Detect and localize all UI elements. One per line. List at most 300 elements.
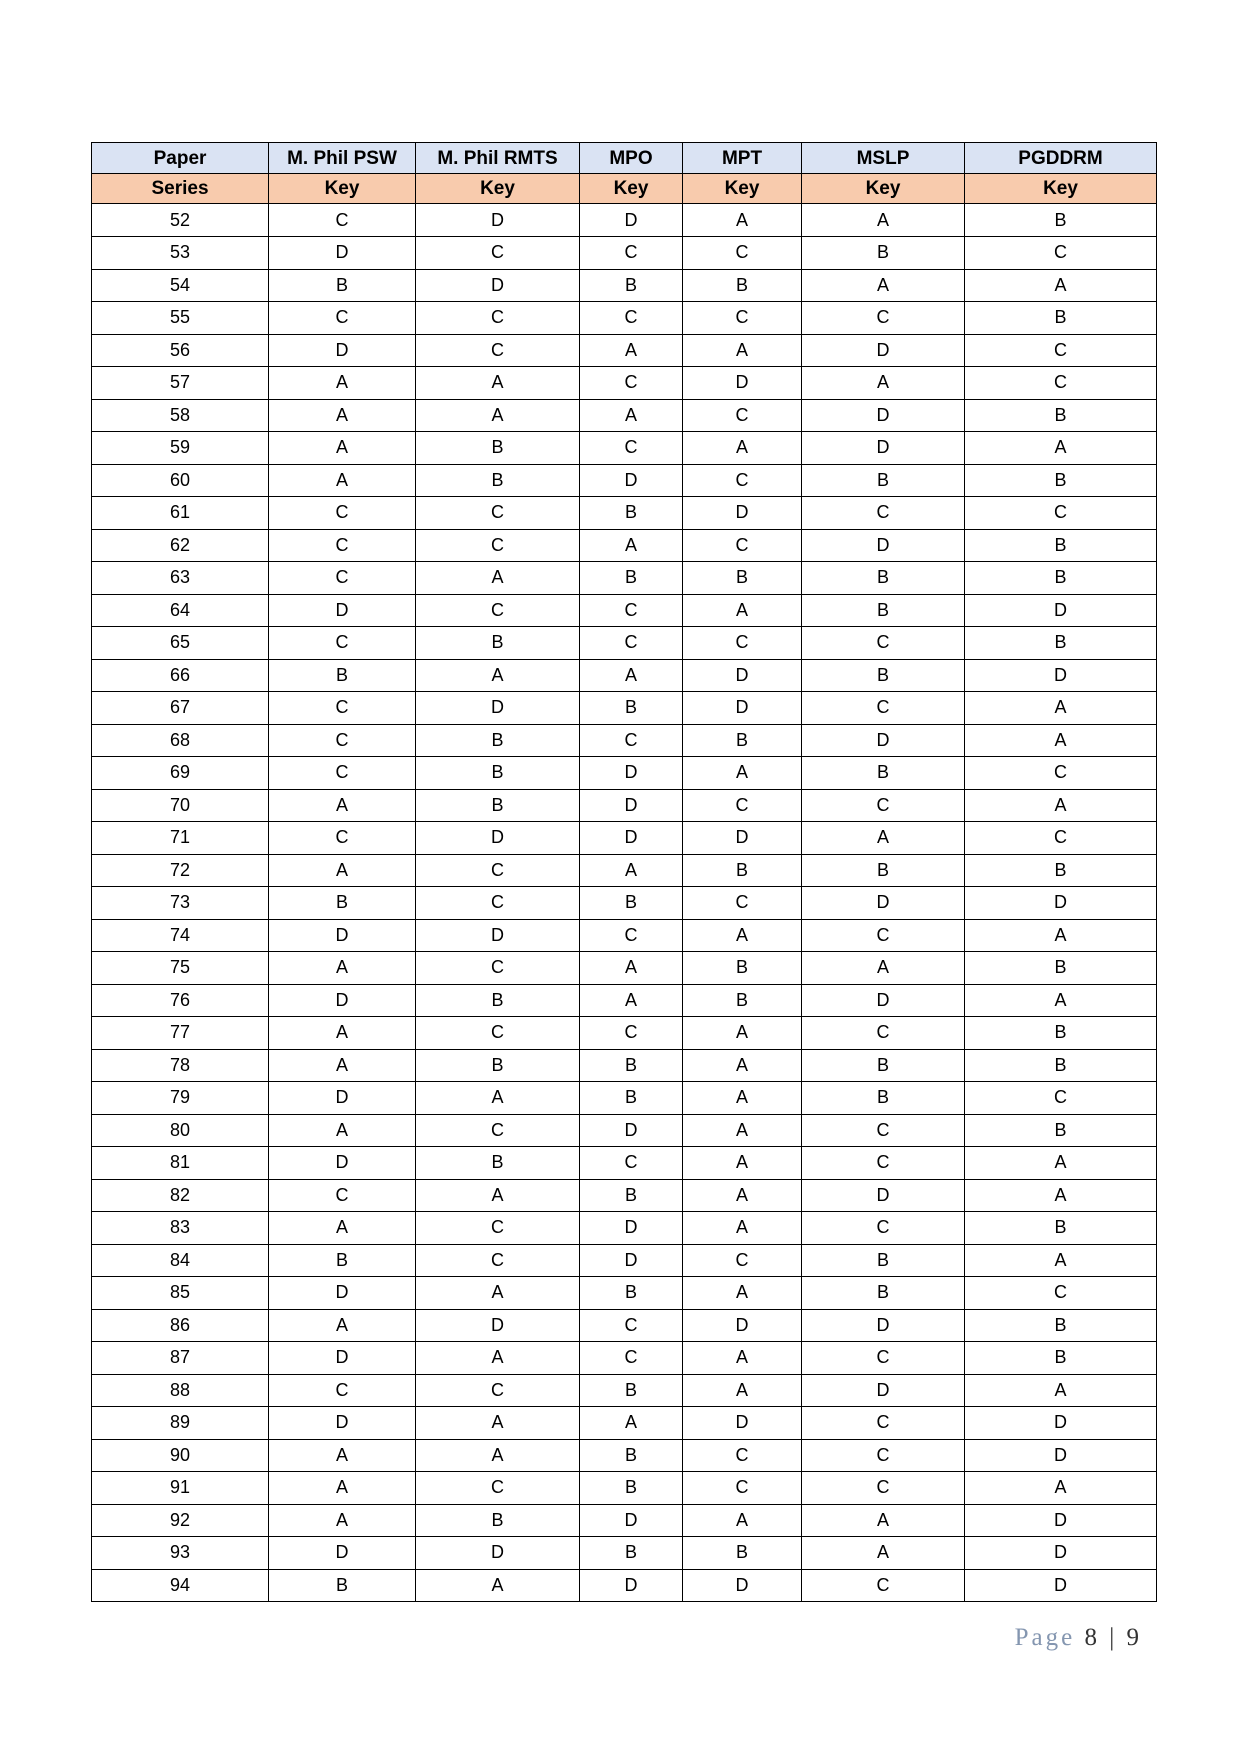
- pgddrm-cell: B: [965, 399, 1157, 432]
- mpt-cell: C: [683, 1244, 802, 1277]
- mpt-cell: D: [683, 497, 802, 530]
- mpo-cell: D: [580, 1569, 683, 1602]
- mpt-cell: A: [683, 1277, 802, 1310]
- mpt-cell: A: [683, 757, 802, 790]
- table-row: [92, 562, 1157, 595]
- mphil-rmts-cell: A: [416, 367, 580, 400]
- mslp-cell: A: [802, 204, 965, 237]
- pgddrm-cell: C: [965, 497, 1157, 530]
- series-cell: 62: [92, 529, 269, 562]
- table-row: [92, 757, 1157, 790]
- table-row: [92, 237, 1157, 270]
- mpt-cell: C: [683, 237, 802, 270]
- header-paper: Paper: [92, 143, 269, 174]
- table-body: [92, 204, 1157, 1602]
- mphil-rmts-cell: A: [416, 1342, 580, 1375]
- page-footer: [1015, 1624, 1142, 1652]
- mpt-cell: D: [683, 822, 802, 855]
- header-key: Key: [965, 174, 1157, 204]
- pgddrm-cell: D: [965, 1504, 1157, 1537]
- mpo-cell: C: [580, 627, 683, 660]
- pgddrm-cell: B: [965, 1049, 1157, 1082]
- mpt-cell: B: [683, 952, 802, 985]
- table-row: [92, 789, 1157, 822]
- mphil-rmts-cell: C: [416, 1114, 580, 1147]
- mpo-cell: B: [580, 692, 683, 725]
- table-row: [92, 1179, 1157, 1212]
- series-cell: 75: [92, 952, 269, 985]
- pgddrm-cell: B: [965, 562, 1157, 595]
- series-cell: 78: [92, 1049, 269, 1082]
- mphil-psw-cell: C: [269, 1179, 416, 1212]
- mslp-cell: B: [802, 854, 965, 887]
- mpo-cell: B: [580, 887, 683, 920]
- mpt-cell: C: [683, 529, 802, 562]
- pgddrm-cell: C: [965, 237, 1157, 270]
- mphil-psw-cell: A: [269, 1309, 416, 1342]
- series-cell: 65: [92, 627, 269, 660]
- mpt-cell: C: [683, 399, 802, 432]
- pgddrm-cell: A: [965, 1374, 1157, 1407]
- mphil-rmts-cell: D: [416, 692, 580, 725]
- mpt-cell: A: [683, 1374, 802, 1407]
- mpt-cell: B: [683, 724, 802, 757]
- mslp-cell: B: [802, 659, 965, 692]
- pgddrm-cell: B: [965, 1017, 1157, 1050]
- mpt-cell: A: [683, 432, 802, 465]
- mpo-cell: A: [580, 1407, 683, 1440]
- mphil-psw-cell: B: [269, 1569, 416, 1602]
- pgddrm-cell: D: [965, 1537, 1157, 1570]
- table-row: [92, 692, 1157, 725]
- table-row: [92, 594, 1157, 627]
- mphil-psw-cell: C: [269, 692, 416, 725]
- pgddrm-cell: B: [965, 529, 1157, 562]
- mpt-cell: C: [683, 1439, 802, 1472]
- mphil-rmts-cell: B: [416, 1147, 580, 1180]
- series-cell: 69: [92, 757, 269, 790]
- mphil-rmts-cell: C: [416, 952, 580, 985]
- mpt-cell: C: [683, 887, 802, 920]
- pgddrm-cell: D: [965, 659, 1157, 692]
- table-row: [92, 1277, 1157, 1310]
- table-row: [92, 1114, 1157, 1147]
- series-cell: 87: [92, 1342, 269, 1375]
- pgddrm-cell: B: [965, 952, 1157, 985]
- mslp-cell: C: [802, 1569, 965, 1602]
- series-cell: 93: [92, 1537, 269, 1570]
- mpo-cell: C: [580, 367, 683, 400]
- mphil-psw-cell: C: [269, 204, 416, 237]
- series-cell: 92: [92, 1504, 269, 1537]
- mpt-cell: D: [683, 367, 802, 400]
- series-cell: 89: [92, 1407, 269, 1440]
- mslp-cell: A: [802, 1504, 965, 1537]
- mpo-cell: B: [580, 497, 683, 530]
- mslp-cell: C: [802, 1439, 965, 1472]
- mpt-cell: C: [683, 789, 802, 822]
- mslp-cell: A: [802, 1537, 965, 1570]
- table-row: [92, 1017, 1157, 1050]
- mslp-cell: C: [802, 789, 965, 822]
- mpt-cell: B: [683, 854, 802, 887]
- mpo-cell: C: [580, 432, 683, 465]
- mphil-rmts-cell: D: [416, 822, 580, 855]
- mphil-psw-cell: D: [269, 1407, 416, 1440]
- mpo-cell: C: [580, 1342, 683, 1375]
- series-cell: 94: [92, 1569, 269, 1602]
- mpo-cell: D: [580, 1504, 683, 1537]
- mslp-cell: C: [802, 1147, 965, 1180]
- mpo-cell: B: [580, 1277, 683, 1310]
- mslp-cell: D: [802, 1179, 965, 1212]
- pgddrm-cell: A: [965, 984, 1157, 1017]
- mphil-rmts-cell: C: [416, 529, 580, 562]
- mpo-cell: B: [580, 1179, 683, 1212]
- series-cell: 86: [92, 1309, 269, 1342]
- mphil-psw-cell: A: [269, 432, 416, 465]
- mphil-psw-cell: A: [269, 1114, 416, 1147]
- mphil-psw-cell: A: [269, 1504, 416, 1537]
- mphil-psw-cell: D: [269, 984, 416, 1017]
- table-row: [92, 334, 1157, 367]
- table-row: [92, 1407, 1157, 1440]
- mpo-cell: B: [580, 269, 683, 302]
- mphil-psw-cell: D: [269, 594, 416, 627]
- pgddrm-cell: B: [965, 1212, 1157, 1245]
- mphil-psw-cell: A: [269, 1439, 416, 1472]
- mslp-cell: B: [802, 1277, 965, 1310]
- mphil-psw-cell: B: [269, 1244, 416, 1277]
- table-row: [92, 1049, 1157, 1082]
- mpt-cell: C: [683, 302, 802, 335]
- pgddrm-cell: B: [965, 627, 1157, 660]
- table-row: [92, 269, 1157, 302]
- series-cell: 79: [92, 1082, 269, 1115]
- mslp-cell: D: [802, 432, 965, 465]
- mphil-rmts-cell: A: [416, 1569, 580, 1602]
- header-mpt: MPT: [683, 143, 802, 174]
- mpt-cell: D: [683, 659, 802, 692]
- pgddrm-cell: B: [965, 302, 1157, 335]
- series-cell: 91: [92, 1472, 269, 1505]
- mphil-rmts-cell: C: [416, 1374, 580, 1407]
- mphil-rmts-cell: D: [416, 269, 580, 302]
- pgddrm-cell: A: [965, 432, 1157, 465]
- series-cell: 84: [92, 1244, 269, 1277]
- mphil-rmts-cell: B: [416, 432, 580, 465]
- mpo-cell: D: [580, 757, 683, 790]
- header-mpo: MPO: [580, 143, 683, 174]
- mphil-rmts-cell: C: [416, 1017, 580, 1050]
- mphil-rmts-cell: B: [416, 1504, 580, 1537]
- series-cell: 80: [92, 1114, 269, 1147]
- table-row: [92, 1374, 1157, 1407]
- header-pgddrm: PGDDRM: [965, 143, 1157, 174]
- table-row: [92, 1244, 1157, 1277]
- mpo-cell: A: [580, 952, 683, 985]
- mpo-cell: B: [580, 1439, 683, 1472]
- pgddrm-cell: A: [965, 1179, 1157, 1212]
- pgddrm-cell: C: [965, 757, 1157, 790]
- table-row: [92, 952, 1157, 985]
- table-row: [92, 822, 1157, 855]
- mslp-cell: C: [802, 1342, 965, 1375]
- pgddrm-cell: C: [965, 822, 1157, 855]
- pgddrm-cell: A: [965, 692, 1157, 725]
- pgddrm-cell: D: [965, 1569, 1157, 1602]
- mpt-cell: B: [683, 269, 802, 302]
- mslp-cell: B: [802, 1049, 965, 1082]
- header-key: Key: [580, 174, 683, 204]
- mphil-rmts-cell: D: [416, 1309, 580, 1342]
- mphil-psw-cell: B: [269, 659, 416, 692]
- mpt-cell: A: [683, 1179, 802, 1212]
- series-cell: 71: [92, 822, 269, 855]
- table-row: [92, 1212, 1157, 1245]
- mslp-cell: B: [802, 1082, 965, 1115]
- series-cell: 60: [92, 464, 269, 497]
- table-row: [92, 302, 1157, 335]
- series-cell: 61: [92, 497, 269, 530]
- mphil-psw-cell: C: [269, 1374, 416, 1407]
- mslp-cell: A: [802, 269, 965, 302]
- mphil-psw-cell: B: [269, 269, 416, 302]
- mphil-rmts-cell: B: [416, 724, 580, 757]
- series-cell: 77: [92, 1017, 269, 1050]
- mpt-cell: A: [683, 334, 802, 367]
- mslp-cell: B: [802, 562, 965, 595]
- mphil-rmts-cell: B: [416, 789, 580, 822]
- table-row: [92, 1472, 1157, 1505]
- mpo-cell: D: [580, 464, 683, 497]
- mpo-cell: B: [580, 1472, 683, 1505]
- mslp-cell: B: [802, 757, 965, 790]
- mpt-cell: A: [683, 1504, 802, 1537]
- mslp-cell: C: [802, 1407, 965, 1440]
- table-row: [92, 1504, 1157, 1537]
- series-cell: 90: [92, 1439, 269, 1472]
- series-cell: 72: [92, 854, 269, 887]
- pgddrm-cell: A: [965, 919, 1157, 952]
- mphil-psw-cell: D: [269, 237, 416, 270]
- mpo-cell: A: [580, 984, 683, 1017]
- mslp-cell: D: [802, 529, 965, 562]
- mpt-cell: A: [683, 594, 802, 627]
- pgddrm-cell: B: [965, 1342, 1157, 1375]
- pgddrm-cell: B: [965, 1309, 1157, 1342]
- header-row-subjects: [92, 143, 1157, 174]
- table-row: [92, 724, 1157, 757]
- mphil-rmts-cell: A: [416, 399, 580, 432]
- mphil-psw-cell: D: [269, 1342, 416, 1375]
- mslp-cell: A: [802, 952, 965, 985]
- mphil-rmts-cell: B: [416, 627, 580, 660]
- mphil-rmts-cell: A: [416, 1277, 580, 1310]
- header-key: Key: [683, 174, 802, 204]
- table-row: [92, 464, 1157, 497]
- series-cell: 70: [92, 789, 269, 822]
- pgddrm-cell: A: [965, 724, 1157, 757]
- series-cell: 67: [92, 692, 269, 725]
- mpo-cell: A: [580, 659, 683, 692]
- series-cell: 85: [92, 1277, 269, 1310]
- pgddrm-cell: D: [965, 1407, 1157, 1440]
- mphil-psw-cell: D: [269, 334, 416, 367]
- mphil-rmts-cell: C: [416, 237, 580, 270]
- pgddrm-cell: A: [965, 1472, 1157, 1505]
- mpt-cell: D: [683, 692, 802, 725]
- mphil-psw-cell: C: [269, 497, 416, 530]
- series-cell: 76: [92, 984, 269, 1017]
- table-row: [92, 627, 1157, 660]
- series-cell: 82: [92, 1179, 269, 1212]
- series-cell: 73: [92, 887, 269, 920]
- table-row: [92, 1569, 1157, 1602]
- mphil-psw-cell: D: [269, 1277, 416, 1310]
- mphil-rmts-cell: A: [416, 659, 580, 692]
- table-row: [92, 984, 1157, 1017]
- mpt-cell: C: [683, 1472, 802, 1505]
- pgddrm-cell: C: [965, 367, 1157, 400]
- mpo-cell: C: [580, 302, 683, 335]
- mpo-cell: C: [580, 594, 683, 627]
- pgddrm-cell: A: [965, 789, 1157, 822]
- mslp-cell: B: [802, 464, 965, 497]
- mphil-rmts-cell: A: [416, 1407, 580, 1440]
- mpt-cell: C: [683, 464, 802, 497]
- mphil-psw-cell: C: [269, 562, 416, 595]
- series-cell: 57: [92, 367, 269, 400]
- mslp-cell: B: [802, 1244, 965, 1277]
- mphil-psw-cell: D: [269, 919, 416, 952]
- mphil-psw-cell: A: [269, 854, 416, 887]
- mphil-rmts-cell: B: [416, 1049, 580, 1082]
- header-key: Key: [416, 174, 580, 204]
- table-row: [92, 659, 1157, 692]
- pgddrm-cell: D: [965, 887, 1157, 920]
- mpt-cell: D: [683, 1569, 802, 1602]
- mpt-cell: A: [683, 919, 802, 952]
- pgddrm-cell: D: [965, 594, 1157, 627]
- table-row: [92, 854, 1157, 887]
- mpt-cell: A: [683, 1114, 802, 1147]
- pgddrm-cell: C: [965, 1082, 1157, 1115]
- mphil-psw-cell: C: [269, 627, 416, 660]
- series-cell: 64: [92, 594, 269, 627]
- table-row: [92, 399, 1157, 432]
- mpo-cell: A: [580, 854, 683, 887]
- mpo-cell: C: [580, 724, 683, 757]
- mphil-psw-cell: C: [269, 724, 416, 757]
- mslp-cell: B: [802, 594, 965, 627]
- header-series: Series: [92, 174, 269, 204]
- mslp-cell: D: [802, 887, 965, 920]
- mphil-rmts-cell: A: [416, 1439, 580, 1472]
- mphil-psw-cell: A: [269, 464, 416, 497]
- mslp-cell: D: [802, 1309, 965, 1342]
- mphil-rmts-cell: C: [416, 854, 580, 887]
- pgddrm-cell: B: [965, 1114, 1157, 1147]
- mphil-psw-cell: D: [269, 1082, 416, 1115]
- series-cell: 59: [92, 432, 269, 465]
- mphil-psw-cell: A: [269, 952, 416, 985]
- mphil-psw-cell: C: [269, 822, 416, 855]
- table-row: [92, 1342, 1157, 1375]
- header-mphil-rmts: M. Phil RMTS: [416, 143, 580, 174]
- mphil-psw-cell: A: [269, 1049, 416, 1082]
- table-row: [92, 1537, 1157, 1570]
- mpo-cell: B: [580, 1082, 683, 1115]
- mphil-rmts-cell: D: [416, 1537, 580, 1570]
- header-mphil-psw: M. Phil PSW: [269, 143, 416, 174]
- mphil-rmts-cell: C: [416, 594, 580, 627]
- mpo-cell: B: [580, 1049, 683, 1082]
- mphil-rmts-cell: A: [416, 562, 580, 595]
- mslp-cell: C: [802, 1017, 965, 1050]
- series-cell: 66: [92, 659, 269, 692]
- mpt-cell: A: [683, 204, 802, 237]
- mpt-cell: D: [683, 1309, 802, 1342]
- mslp-cell: C: [802, 497, 965, 530]
- mpt-cell: D: [683, 1407, 802, 1440]
- mphil-rmts-cell: C: [416, 302, 580, 335]
- series-cell: 58: [92, 399, 269, 432]
- mslp-cell: D: [802, 724, 965, 757]
- mpo-cell: C: [580, 1147, 683, 1180]
- table-row: [92, 887, 1157, 920]
- mpt-cell: A: [683, 1017, 802, 1050]
- series-cell: 53: [92, 237, 269, 270]
- pgddrm-cell: D: [965, 1439, 1157, 1472]
- mphil-psw-cell: A: [269, 789, 416, 822]
- mpt-cell: C: [683, 627, 802, 660]
- mpo-cell: B: [580, 562, 683, 595]
- series-cell: 63: [92, 562, 269, 595]
- pgddrm-cell: C: [965, 1277, 1157, 1310]
- mphil-psw-cell: A: [269, 1212, 416, 1245]
- mpo-cell: D: [580, 822, 683, 855]
- mphil-psw-cell: C: [269, 302, 416, 335]
- mphil-rmts-cell: C: [416, 1244, 580, 1277]
- series-cell: 88: [92, 1374, 269, 1407]
- mphil-rmts-cell: C: [416, 887, 580, 920]
- mpo-cell: A: [580, 334, 683, 367]
- mpo-cell: B: [580, 1374, 683, 1407]
- series-cell: 55: [92, 302, 269, 335]
- mpo-cell: D: [580, 204, 683, 237]
- mphil-psw-cell: D: [269, 1147, 416, 1180]
- mpt-cell: B: [683, 984, 802, 1017]
- mslp-cell: D: [802, 984, 965, 1017]
- mphil-rmts-cell: C: [416, 334, 580, 367]
- mpo-cell: D: [580, 1114, 683, 1147]
- pgddrm-cell: A: [965, 269, 1157, 302]
- mslp-cell: C: [802, 919, 965, 952]
- mpt-cell: B: [683, 1537, 802, 1570]
- pgddrm-cell: A: [965, 1147, 1157, 1180]
- mphil-rmts-cell: D: [416, 204, 580, 237]
- mpt-cell: A: [683, 1212, 802, 1245]
- mphil-rmts-cell: C: [416, 1212, 580, 1245]
- mphil-psw-cell: A: [269, 1017, 416, 1050]
- series-cell: 74: [92, 919, 269, 952]
- answer-key-table: [91, 142, 1157, 1602]
- mphil-rmts-cell: A: [416, 1179, 580, 1212]
- series-cell: 81: [92, 1147, 269, 1180]
- mphil-rmts-cell: B: [416, 757, 580, 790]
- mpo-cell: C: [580, 1017, 683, 1050]
